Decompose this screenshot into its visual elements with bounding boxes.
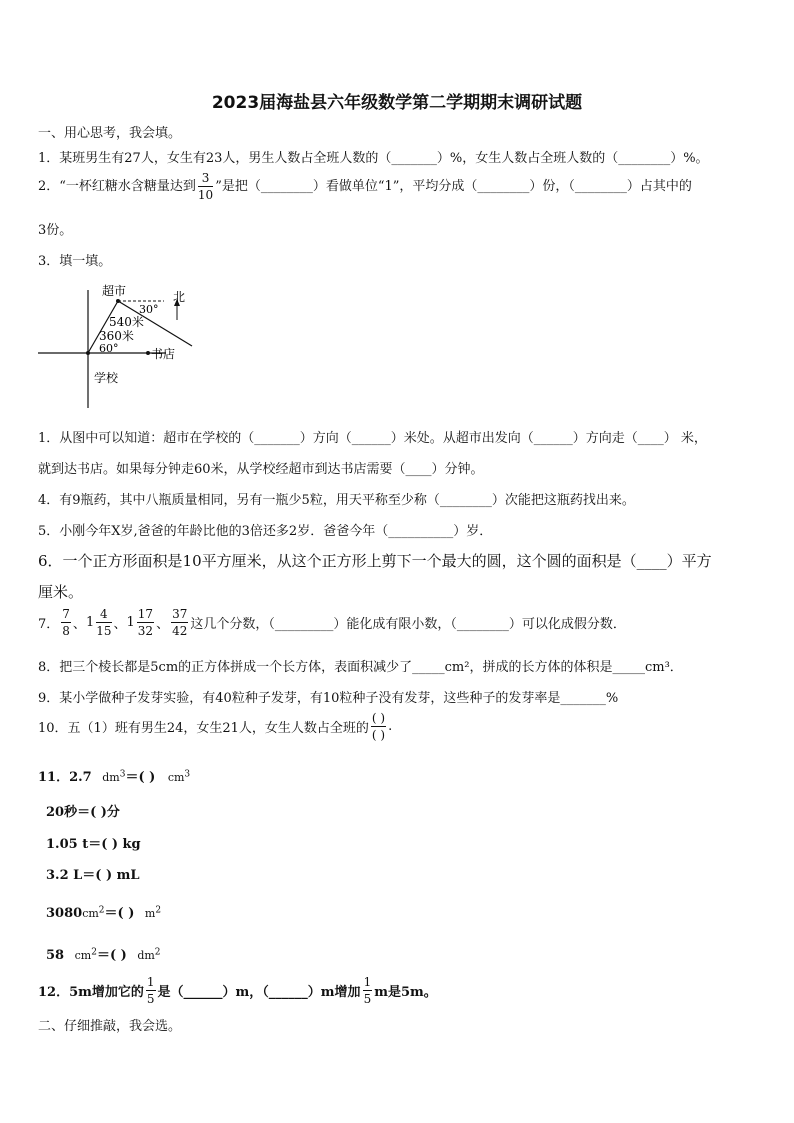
fraction-denominator: 10 [197, 188, 214, 202]
question-10-post: . [388, 719, 393, 734]
question-11-row-4: 3.2 L＝( ) mL [46, 868, 140, 883]
question-12-post: m是5m。 [374, 985, 437, 1000]
fraction-1-5 [146, 976, 156, 1005]
question-11-label: 11．2.7 [38, 770, 92, 785]
bookstore-point [146, 351, 150, 355]
question-10-pre: 10．五（1）班有男生24，女生21人，女生人数占全班的 [38, 721, 369, 736]
unit-text: dm [102, 771, 120, 784]
whole-part: 1 [85, 615, 95, 630]
page-title: 2023届海盐县六年级数学第二学期期末调研试题 [211, 93, 583, 113]
question-6-line1: 6．一个正方形面积是10平方厘米，从这个正方形上剪下一个最大的圆，这个圆的面积是（____）平方 [38, 552, 712, 570]
north-label: 北 [173, 290, 186, 304]
supermarket-label: 超市 [102, 284, 127, 298]
question-12 [38, 976, 437, 1005]
fraction-numerator: 17 [137, 607, 154, 621]
question-6-line2: 厘米。 [38, 583, 84, 601]
fraction-part [137, 608, 154, 637]
unit-exponent: 3 [184, 769, 191, 780]
question-2 [38, 172, 692, 201]
fraction-37-42 [171, 608, 188, 637]
fraction-numerator: ( ) [371, 711, 386, 725]
question-4: 4．有9瓶药，其中八瓶质量相同，另有一瓶少5粒，用天平称至少称（________）次能把这瓶药找出来。 [38, 493, 635, 508]
unit-dm2 [137, 949, 160, 962]
separator: 、 [156, 617, 170, 632]
fraction-numerator: 1 [363, 975, 372, 989]
angle-30-label: 30° [139, 303, 159, 316]
fraction-3-10 [198, 172, 213, 201]
section-heading-2: 二、仔细推敲，我会选。 [38, 1019, 182, 1034]
equals-blank: ＝( ) [104, 906, 135, 921]
question-12-mid: 是（______）m，（______）m增加 [157, 985, 361, 1000]
fraction-denominator: 5 [363, 992, 372, 1006]
whole-part: 1 [126, 615, 135, 630]
separator: 、 [113, 617, 127, 632]
value: 58 [46, 948, 65, 963]
bookstore-label: 书店 [151, 347, 176, 361]
fraction-denominator: 8 [62, 624, 70, 638]
equals-blank: ＝( ) [96, 948, 127, 963]
equals-blank: ＝( ) [125, 770, 156, 785]
fraction-part [96, 608, 111, 637]
fraction-denominator: ( ) [371, 728, 386, 742]
unit-exponent: 3 [119, 769, 126, 780]
unit-text: cm [74, 949, 92, 962]
section-heading-1: 一、用心思考，我会填。 [38, 126, 182, 141]
fraction-numerator: 4 [96, 608, 111, 623]
unit-text: cm [82, 907, 99, 920]
fraction-1-5-second [363, 976, 373, 1005]
distance-540-label: 540米 [109, 315, 144, 329]
fraction-numerator: 1 [146, 975, 155, 989]
unit-cm2 [82, 907, 104, 920]
mixed-fraction-1-4-15 [86, 608, 114, 637]
unit-exponent: 2 [91, 947, 97, 958]
distance-360-label: 360米 [99, 329, 134, 343]
unit-exponent: 2 [98, 905, 105, 916]
unit-exponent: 2 [155, 905, 162, 916]
unit-cm3 [168, 771, 190, 784]
question-2-pre: 2．“一杯红糖水含糖量达到 [38, 179, 196, 194]
unit-m2 [145, 907, 161, 920]
fraction-7-8 [61, 608, 71, 637]
unit-dm3 [102, 771, 125, 784]
question-10 [38, 712, 392, 741]
question-7 [38, 608, 626, 637]
mixed-fraction-1-17-32 [127, 608, 157, 637]
question-12-pre: 12．5m增加它的 [38, 985, 144, 1000]
question-3: 3．填一填。 [38, 254, 112, 269]
angle-60-label: 60° [99, 342, 119, 355]
fraction-numerator: 7 [62, 607, 70, 621]
question-1: 1．某班男生有27人，女生有23人，男生人数占全班人数的（_______）%，女生人数占全班人数的（________）%。 [38, 151, 709, 166]
unit-text: cm [167, 771, 185, 784]
question-3-sub1-line1: 1．从图中可以知道：超市在学校的（_______）方向（______）米处。从超市出发向（______）方向走（____） 米， [38, 431, 707, 446]
unit-exponent: 2 [154, 947, 161, 958]
question-5: 5．小刚今年X岁,爸爸的年龄比他的3倍还多2岁．爸爸今年（__________）岁． [38, 524, 493, 539]
fraction-denominator: 42 [172, 624, 188, 638]
unit-cm2 [75, 949, 97, 962]
question-3-sub1-line2: 就到达书店。如果每分钟走60米，从学校经超市到达书店需要（____）分钟。 [38, 462, 484, 477]
blank-fraction [371, 712, 386, 741]
unit-text: dm [137, 949, 155, 962]
unit-text: m [144, 907, 156, 920]
direction-diagram [36, 282, 206, 412]
question-11-row-2: 20秒＝( )分 [46, 805, 120, 820]
supermarket-point [116, 299, 120, 303]
question-9: 9．某小学做种子发芽实验，有40粒种子发芽，有10粒种子没有发芽，这些种子的发芽率是_______% [38, 691, 619, 706]
school-point [86, 351, 90, 355]
question-11-row-3: 1.05 t＝( ) kg [46, 837, 141, 852]
question-2-line2: 3份。 [38, 223, 73, 238]
question-11-row-6 [46, 944, 161, 963]
question-2-post: ”是把（________）看做单位“1”，平均分成（________）份，（________）占其中的 [215, 179, 692, 194]
school-label: 学校 [94, 371, 119, 385]
fraction-denominator: 5 [146, 992, 155, 1006]
separator: 、 [72, 617, 86, 632]
fraction-numerator: 37 [172, 607, 188, 621]
fraction-numerator: 3 [198, 172, 213, 187]
value: 3080 [46, 906, 83, 921]
question-11-row-1 [38, 766, 190, 785]
question-7-post: 这几个分数，（_________）能化成有限小数，（________）可以化成假分数． [190, 617, 626, 632]
question-11-row-5 [46, 902, 161, 921]
fraction-denominator: 15 [96, 624, 112, 638]
question-7-number: 7． [38, 617, 60, 632]
question-8: 8．把三个棱长都是5cm的正方体拼成一个长方体，表面积减少了_____cm²，拼成的长方体的体积是_____cm³． [38, 660, 683, 675]
fraction-denominator: 32 [137, 624, 154, 638]
